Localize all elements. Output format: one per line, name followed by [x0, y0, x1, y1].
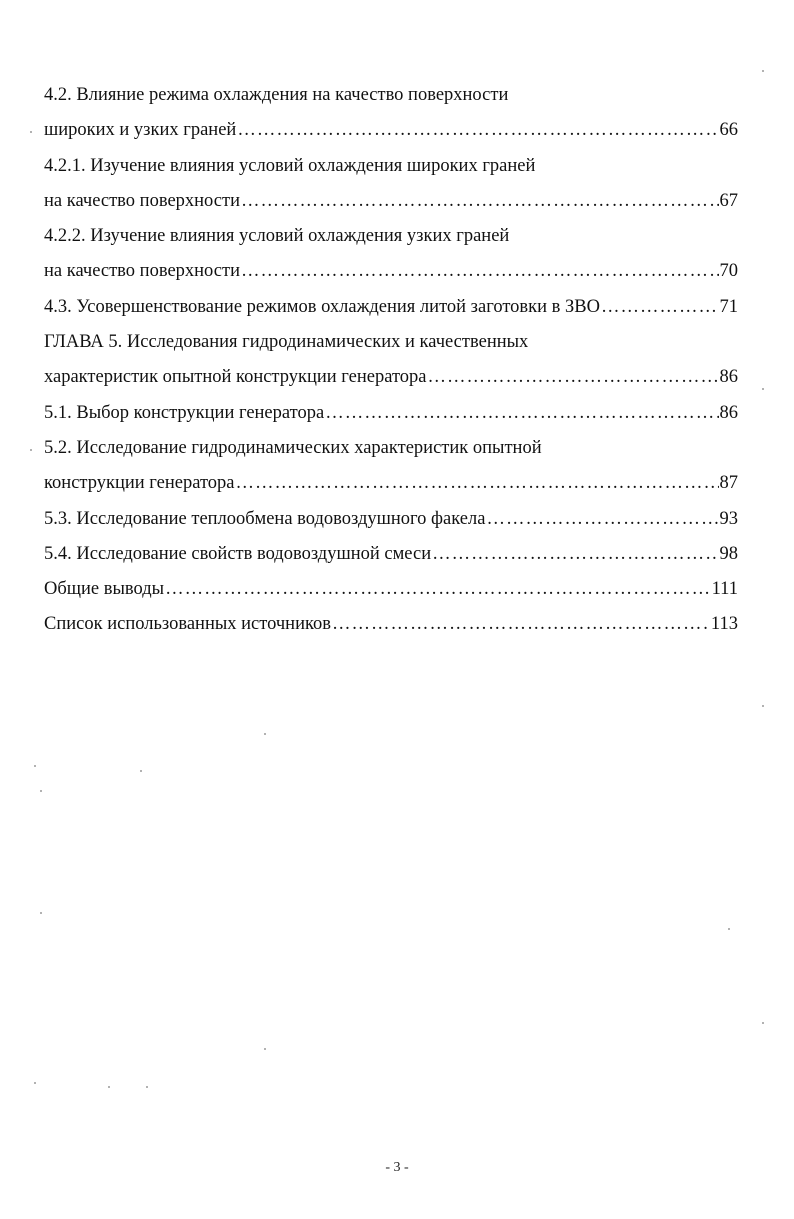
dot-leader [241, 254, 719, 289]
toc-entry-title: Список использованных источников [44, 614, 332, 635]
scan-speck [762, 70, 764, 72]
toc-entry-title: 4.2.2. Изучение влияния условий охлаждения узких граней [44, 226, 510, 247]
toc-entry [44, 537, 738, 572]
toc-entry [44, 254, 738, 289]
toc-entry-page: 98 [719, 543, 738, 564]
scan-speck [30, 131, 32, 133]
scan-speck [762, 1022, 764, 1024]
scan-speck [108, 1086, 110, 1088]
toc-entry-page: 86 [719, 367, 738, 388]
toc-entry-page: 71 [719, 296, 738, 317]
toc-entry [44, 78, 738, 113]
toc-entry [44, 607, 738, 642]
dot-leader [332, 607, 710, 642]
scan-speck [264, 1048, 266, 1050]
toc-entry-title: ГЛАВА 5. Исследования гидродинамических и качественных [44, 332, 529, 353]
scan-speck [728, 928, 730, 930]
scan-speck [40, 790, 42, 792]
toc-entry [44, 502, 738, 537]
dot-leader [236, 466, 719, 501]
toc-entry-page: 66 [719, 120, 738, 141]
toc-entry [44, 572, 738, 607]
toc-entry [44, 466, 738, 501]
scan-speck [30, 449, 32, 451]
toc-entry-page: 67 [719, 190, 738, 211]
toc-entry-title: Общие выводы [44, 579, 165, 600]
dot-leader [432, 537, 718, 572]
page-number: - 3 - [385, 1160, 409, 1175]
toc-entry [44, 360, 738, 395]
toc-entry-title: 5.2. Исследование гидродинамических характеристик опытной [44, 437, 542, 458]
toc-entry [44, 184, 738, 219]
scan-speck [762, 705, 764, 707]
scan-speck [34, 765, 36, 767]
toc-entry [44, 431, 738, 466]
toc-entry-title: 4.3. Усовершенствование режимов охлаждения литой заготовки в ЗВО [44, 296, 601, 317]
toc-entry [44, 325, 738, 360]
toc-entry-title: 5.3. Исследование теплообмена водовоздушного факела [44, 508, 486, 529]
scan-speck [140, 770, 142, 772]
toc-entry-page: 93 [719, 508, 738, 529]
scan-speck [34, 1082, 36, 1084]
toc-entry-title: конструкции генератора [44, 473, 235, 494]
toc-entry-title: характеристик опытной конструкции генератора [44, 367, 427, 388]
scan-speck [146, 1086, 148, 1088]
table-of-contents [44, 78, 738, 643]
toc-entry-page: 111 [711, 579, 738, 600]
toc-entry-title: широких и узких граней [44, 120, 237, 141]
toc-entry [44, 396, 738, 431]
dot-leader [237, 113, 718, 148]
toc-entry-page: 86 [719, 402, 738, 423]
toc-entry [44, 149, 738, 184]
toc-entry-page: 113 [710, 614, 738, 635]
toc-entry [44, 290, 738, 325]
toc-entry-title: 4.2.1. Изучение влияния условий охлаждения широких граней [44, 155, 536, 176]
scan-speck [264, 733, 266, 735]
toc-entry-page: 87 [719, 473, 738, 494]
toc-entry [44, 113, 738, 148]
dot-leader [486, 502, 718, 537]
toc-entry-title: 5.4. Исследование свойств водовоздушной смеси [44, 543, 432, 564]
toc-entry [44, 219, 738, 254]
toc-entry-page: 70 [719, 261, 738, 282]
toc-entry-title: на качество поверхности [44, 190, 240, 211]
scan-speck [762, 388, 764, 390]
dot-leader [428, 360, 719, 395]
toc-entry-title: 4.2. Влияние режима охлаждения на качество поверхности [44, 85, 509, 105]
toc-entry-title: 5.1. Выбор конструкции генератора [44, 402, 325, 423]
dot-leader [241, 184, 719, 219]
toc-entry-title: на качество поверхности [44, 261, 240, 282]
scan-speck [40, 912, 42, 914]
dot-leader [165, 572, 711, 607]
dot-leader [325, 396, 718, 431]
dot-leader [601, 290, 718, 325]
